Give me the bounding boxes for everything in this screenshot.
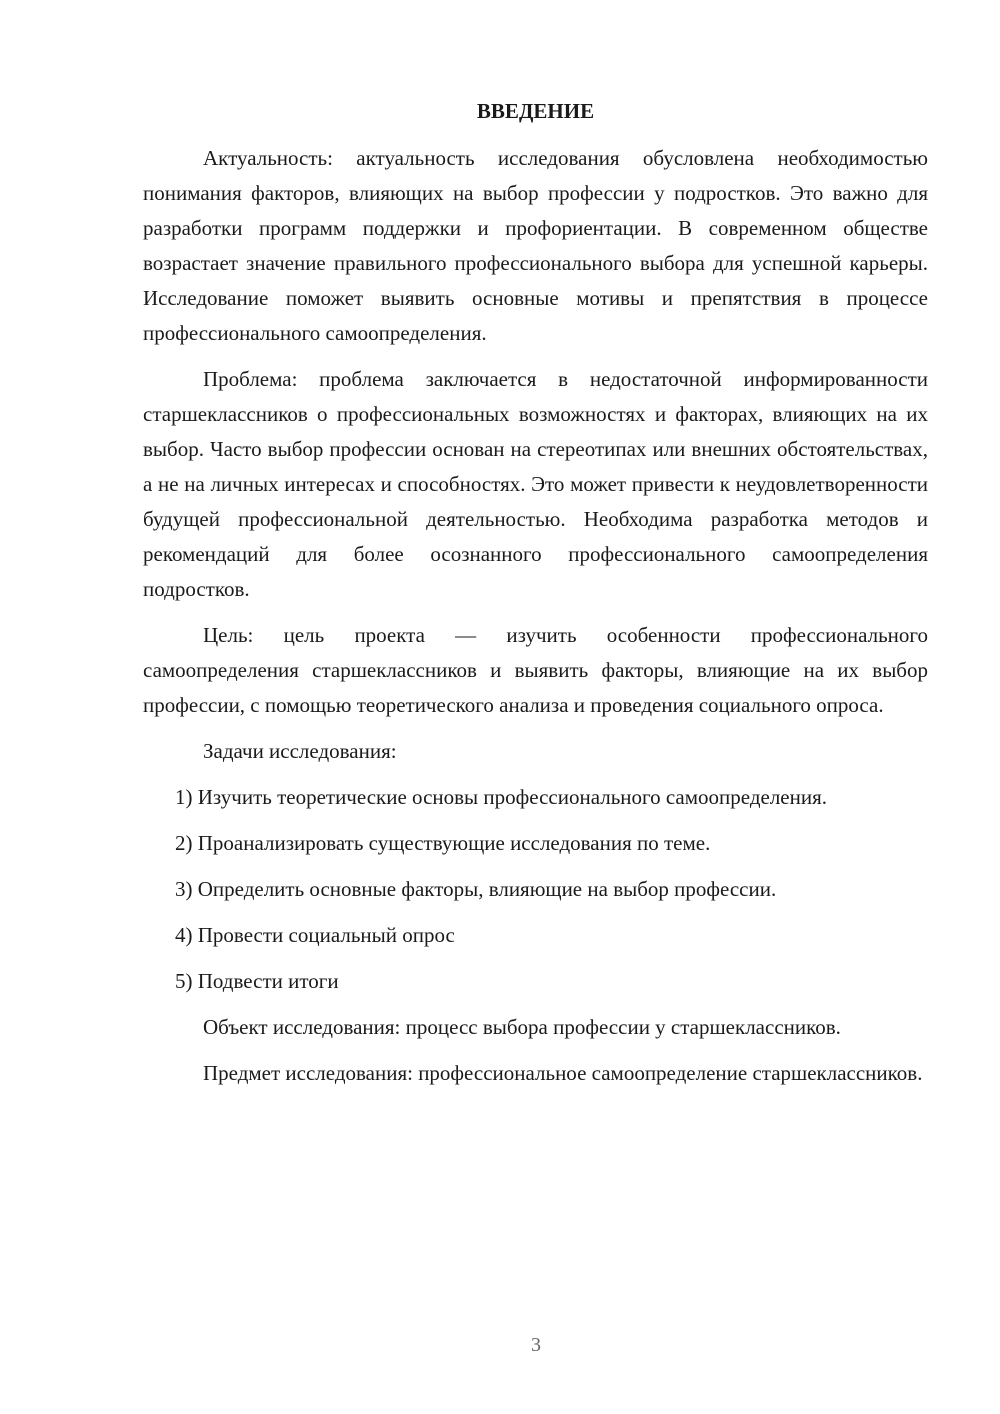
section-title: ВВЕДЕНИЕ bbox=[476, 99, 595, 123]
task-item: 1) Изучить теоретические основы профессионального самоопределения. bbox=[175, 785, 828, 809]
paragraph-tasks-heading: Задачи исследования: bbox=[203, 739, 397, 763]
page-content bbox=[143, 95, 928, 1102]
paragraph-problem: Проблема: проблема заключается в недостаточной информированности старшеклассников о профессиональных возможностях и факторах, влияющих на их выбор. Часто выбор профессии основан на стереотипах или внешних обстоятельствах, а не на личных интересах и способностях. Это может привести к неудовлетворенности будущей профессиональной деятельностью. Необходима разработка методов и рекомендаций для более осознанного профессионального самоопределения подростков. bbox=[143, 367, 928, 601]
paragraph-relevance: Актуальность: актуальность исследования обусловлена необходимостью понимания факторов, влияющих на выбор профессии у подростков. Это важно для разработки программ поддержки и профориентации. В современном обществе возрастает значение правильного профессионального выбора для успешной карьеры. Исследование поможет выявить основные мотивы и препятствия в процессе профессионального самоопределения. bbox=[143, 146, 928, 345]
task-item: 5) Подвести итоги bbox=[175, 969, 339, 993]
paragraph-object: Объект исследования: процесс выбора профессии у старшеклассников. bbox=[203, 1015, 841, 1039]
page-number: 3 bbox=[531, 1334, 541, 1356]
paragraph-goal: Цель: цель проекта — изучить особенности профессионального самоопределения старшеклассников и выявить факторы, влияющие на их выбор профессии, с помощью теоретического анализа и проведения социального опроса. bbox=[143, 623, 928, 717]
task-item: 4) Провести социальный опрос bbox=[175, 923, 455, 947]
task-item: 3) Определить основные факторы, влияющие на выбор профессии. bbox=[175, 877, 777, 901]
task-item: 2) Проанализировать существующие исследования по теме. bbox=[175, 831, 711, 855]
paragraph-subject: Предмет исследования: профессиональное самоопределение старшеклассников. bbox=[203, 1061, 923, 1085]
